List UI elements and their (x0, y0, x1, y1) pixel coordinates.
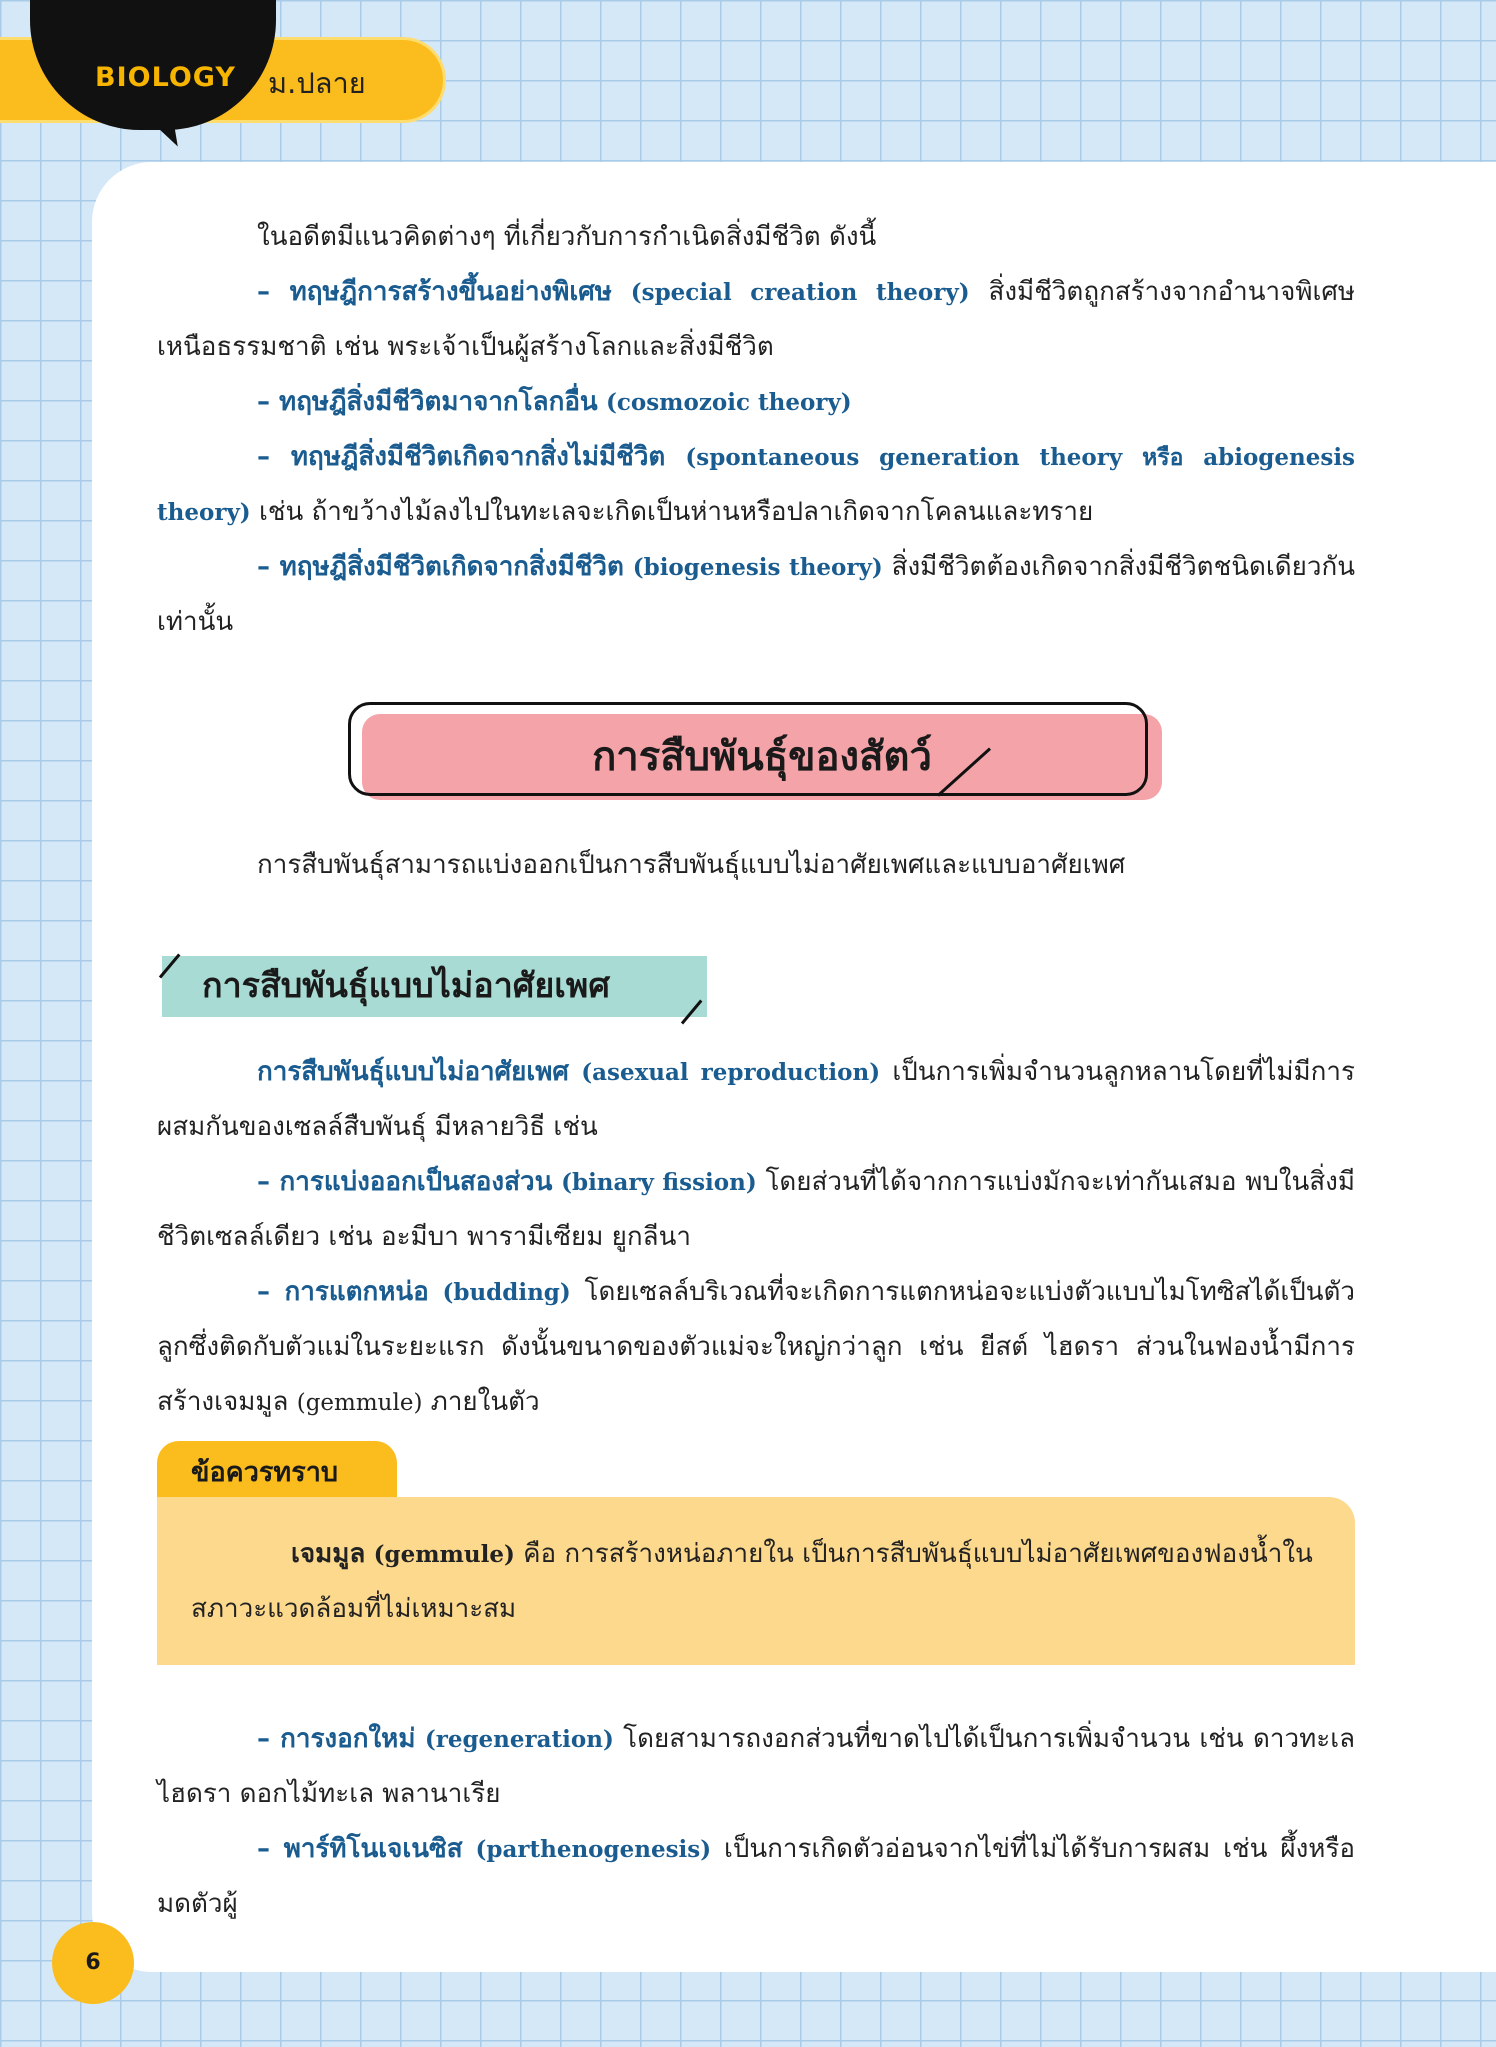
note-text (191, 1527, 1321, 1637)
method-3 (157, 1712, 1355, 1822)
theory-4-term: – ทฤษฎีสิ่งมีชีวิตเกิดจากสิ่งมีชีวิต (257, 552, 624, 582)
main-heading (348, 702, 1168, 812)
method-1 (157, 1155, 1355, 1265)
sub-heading (160, 952, 720, 1022)
method-4-term: – พาร์ทิโนเจเนซิส (257, 1834, 463, 1864)
asexual-definition (157, 1045, 1355, 1155)
theory-2-term: – ทฤษฎีสิ่งมีชีวิตมาจากโลกอื่น (257, 387, 598, 417)
note-term: เจมมูล (291, 1539, 366, 1569)
level-label: ม.ปลาย (268, 66, 366, 100)
more-methods (157, 1712, 1355, 1932)
subject-label: BIOLOGY (95, 62, 236, 93)
theory-1-term: – ทฤษฎีการสร้างขึ้นอย่างพิเศษ (257, 277, 612, 307)
page-number: 6 (52, 1922, 134, 2004)
note-desc: คือ การสร้างหน่อภายใน เป็นการสืบพันธุ์แบบไม่อาศัยเพศของฟองน้ำในสภาวะแวดล้อมที่ไม่เหมาะสม (191, 1539, 1313, 1624)
method-2 (157, 1265, 1355, 1431)
method-4-desc: เป็นการเกิดตัวอ่อนจากไข่ที่ไม่ได้รับการผสม เช่น ผึ้งหรือมดตัวผู้ (157, 1834, 1356, 1919)
theory-4-desc: สิ่งมีชีวิตต้องเกิดจากสิ่งมีชีวิตชนิดเดียวกันเท่านั้น (157, 552, 1355, 637)
theory-2-en: (cosmozoic theory) (605, 389, 852, 416)
method-3-term: – การงอกใหม่ (257, 1724, 416, 1754)
asexual-desc: เป็นการเพิ่มจำนวนลูกหลานโดยที่ไม่มีการผสมกันของเซลล์สืบพันธุ์ มีหลายวิธี เช่น (157, 1057, 1355, 1142)
theory-3-en: (spontaneous generation theory หรือ abiogenesis theory) (157, 444, 1356, 526)
theory-1-en: (special creation theory) (630, 279, 970, 306)
note-tab-label: ข้อควรทราบ (191, 1457, 338, 1488)
note-box (157, 1497, 1355, 1665)
intro-lead: ในอดีตมีแนวคิดต่างๆ ที่เกี่ยวกับการกำเนิดสิ่งมีชีวิต ดังนี้ (257, 222, 877, 252)
method-2-en2: (gemmule) (296, 1390, 423, 1416)
method-1-en: (binary fission) (561, 1169, 757, 1196)
method-1-term: – การแบ่งออกเป็นสองส่วน (257, 1167, 553, 1197)
method-3-desc: โดยสามารถงอกส่วนที่ขาดไปได้เป็นการเพิ่มจำนวน เช่น ดาวทะเล ไฮดรา ดอกไม้ทะเล พลานาเรีย (157, 1724, 1356, 1809)
theory-2 (157, 375, 1355, 430)
sub-heading-text: การสืบพันธุ์แบบไม่อาศัยเพศ (202, 966, 610, 1006)
asexual-term: การสืบพันธุ์แบบไม่อาศัยเพศ (257, 1057, 569, 1087)
theory-1 (157, 265, 1355, 375)
main-heading-text: การสืบพันธุ์ของสัตว์ (592, 734, 932, 780)
theory-4 (157, 540, 1355, 650)
method-2-en: (budding) (442, 1279, 571, 1306)
method-4 (157, 1822, 1355, 1932)
note-tab (157, 1441, 397, 1505)
method-4-en: (parthenogenesis) (475, 1836, 712, 1863)
theory-3-desc: เช่น ถ้าขว้างไม้ลงไปในทะเลจะเกิดเป็นห่านหรือปลาเกิดจากโคลนและทราย (250, 497, 1094, 527)
theory-3 (157, 430, 1355, 540)
intro-section (157, 210, 1355, 650)
section-lead-block (157, 838, 1355, 893)
note-en: (gemmule) (373, 1541, 515, 1568)
theory-1-desc: สิ่งมีชีวิตถูกสร้างจากอำนาจพิเศษเหนือธรรมชาติ เช่น พระเจ้าเป็นผู้สร้างโลกและสิ่งมีชีวิต (157, 277, 1356, 362)
method-1-desc: โดยส่วนที่ได้จากการแบ่งมักจะเท่ากันเสมอ พบในสิ่งมีชีวิตเซลล์เดียว เช่น อะมีบา พารามีเซียม ยูกลีนา (157, 1167, 1356, 1252)
asexual-en: (asexual reproduction) (581, 1059, 881, 1086)
method-2-term: – การแตกหน่อ (257, 1277, 429, 1307)
asexual-section (157, 1045, 1355, 1431)
theory-4-en: (biogenesis theory) (632, 554, 883, 581)
theory-3-term: – ทฤษฎีสิ่งมีชีวิตเกิดจากสิ่งไม่มีชีวิต (257, 442, 666, 472)
section-lead: การสืบพันธุ์สามารถแบ่งออกเป็นการสืบพันธุ์แบบไม่อาศัยเพศและแบบอาศัยเพศ (257, 850, 1126, 880)
method-2-desc: โดยเซลล์บริเวณที่จะเกิดการแตกหน่อจะแบ่งตัวแบบไมโทซิสได้เป็นตัวลูกซึ่งติดกับตัวแม่ในระยะแรก ดังนั้นขนาดของตัวแม่จะใหญ่กว่าลูก เช่น ยีสต์ ไฮดรา ส่วนในฟองน้ำมีการสร้างเจมมูล (157, 1277, 1355, 1417)
method-3-en: (regeneration) (424, 1726, 614, 1753)
method-2-desc2: ภายในตัว (422, 1387, 540, 1417)
